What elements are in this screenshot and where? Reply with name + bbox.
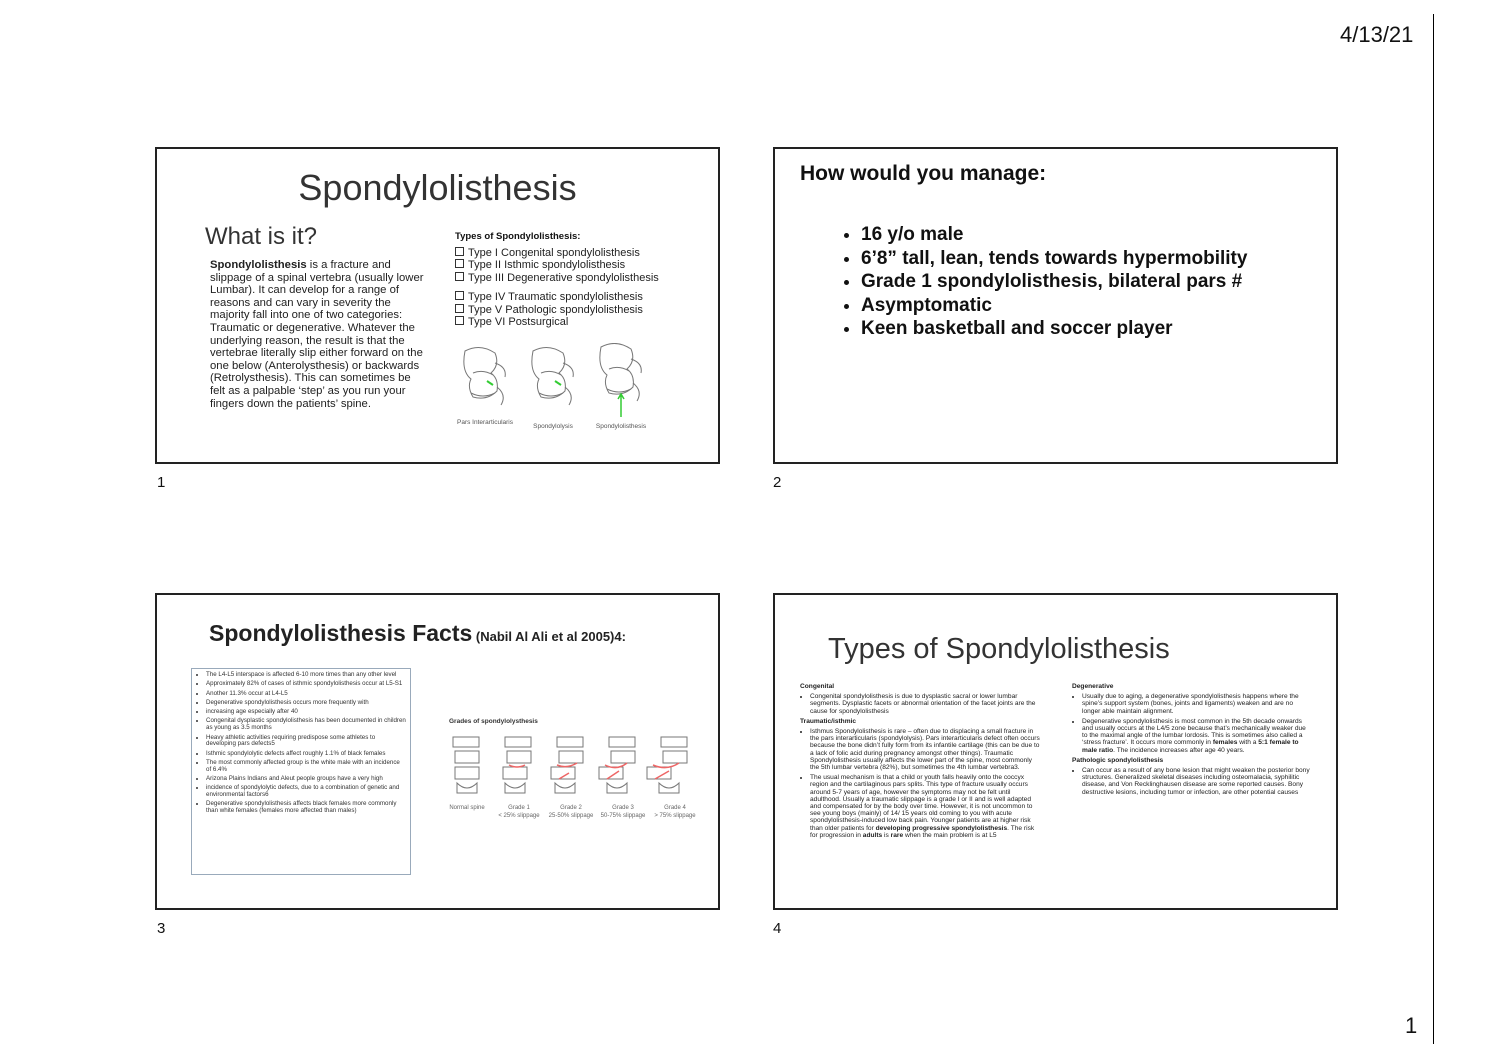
slide-number: 4 [773,920,782,937]
grade-label: Grade 2 [560,805,582,811]
slide-1 [155,147,720,464]
list-item: • The most commonly affected group is the white male with an incidence of 6.4% [206,760,406,774]
list-item: • Usually due to aging, a degenerative spondylolisthesis happens where the spine’s support system (bones, joints and ligaments) weaken and are no longer able maintain alignment. [1082,693,1310,715]
type-label: Type VI Postsurgical [468,316,569,329]
body-text: is a fracture and slippage of a spinal vertebra (usually lower Lumbar). It can develop for a range of reasons and can vary in severity the majority fall into one of two categories: Traumatic or degenerative. Whatever the underlying reason, the result is that the vertebrae literally slip either forward on the one below (Anterolysthesis) or backwards (Retrolysthesis). This can sometimes be felt as a palpable ‘step’ as you run your fingers down the patients’ spine. [210,259,424,410]
facts-box [191,668,411,875]
checkbox-icon [455,259,464,268]
list-item: • Another 11.3% occur at L4-L5 [206,691,406,698]
figure-label: Pars Interarticularis [457,419,513,426]
checkbox-icon [455,291,464,300]
spine-grades-icon [447,733,697,803]
slide-number: 2 [773,474,782,491]
grades-illustration [447,733,697,823]
list-item: • Approximately 82% of cases of isthmic spondylolisthesis occur at L5-S1 [206,681,406,688]
slide-2 [773,147,1338,464]
list-item: • Degenerative spondylolisthesis occurs more frequently with [206,700,406,707]
body-bold-term: Spondylolisthesis [210,259,307,271]
type-label: Type I Congenital spondylolisthesis [468,247,640,259]
slide-subtitle: What is it? [205,223,318,250]
list-item: • Can occur as a result of any bone lesion that might weaken the posterior bony structures. Generalized skeletal diseases including osteomalacia, syphilitic disease, and Von Recklinghausen disease are some reported causes. Bony destructive lesions, including tumor or infection, are other potential causes [1082,767,1310,796]
slide-title [209,620,626,647]
citation: (Nabil Al Ali et al 2005)4: [472,629,626,644]
list-item: • The L4-L5 interspace is affected 6-10 more times than any other level [206,672,406,679]
checkbox-icon [455,316,464,325]
grade-label: Grade 1 [508,805,530,811]
type-item [455,259,659,271]
types-list [455,247,659,328]
grade-slippage: 50-75% slippage [600,813,646,819]
slide-title: Spondylolisthesis [298,167,577,208]
section-heading: Degenerative [1072,683,1114,690]
type-item [455,304,659,316]
list-item: • Arizona Plains Indians and Aleut people groups have a very high [206,776,406,783]
grade-label: Normal spine [449,805,485,811]
slide-3 [155,593,720,910]
list-item: • 6’8” tall, lean, tends towards hypermobility [861,247,1247,271]
slide-body [210,259,425,410]
checkbox-icon [455,272,464,281]
list-item: • incidence of spondylolytic defects, due to a combination of genetic and environmental factors6 [206,785,406,799]
list-item: • Isthmus Spondylolisthesis is rare – often due to displacing a small fracture in the pars interarticularis (spondylolysis). Pars interarticularis defect often occurs because the bone didn’t fully form from its infantile cartilage (this can be due to a lack of folic acid during pregnancy amongst other things). Traumatic Spondylolisthesis usually affects the lower part of the spine, most commonly the 5th lumbar vertebra (82%), but sometimes the 4th lumbar vertebra3. [810,728,1040,771]
slide-4 [773,593,1338,910]
checkbox-icon [455,304,464,313]
slide-title: Types of Spondylolisthesis [828,633,1170,665]
slide-title: How would you manage: [800,162,1047,185]
slide-number: 1 [157,474,166,491]
type-label: Type II Isthmic spondylolisthesis [468,259,626,272]
spine-drawing-icon [455,343,665,419]
grades-heading: Grades of spondylolysthesis [449,718,538,725]
section-heading: Congenital [800,683,835,690]
list-item: • Isthmic spondylolytic defects affect roughly 1.1% of black females [206,751,406,758]
type-label: Type IV Traumatic spondylolisthesis [468,291,643,304]
list-item: • Degenerative spondylolisthesis is most common in the 5th decade onwards and usually occurs at the L4/5 zone because that’s mechanically weaker due to the maximal angle of the lumbar lordosis. This is sometimes also called a ‘stress fracture’. It occurs more commonly in females with a 5:1 female to male ratio. The incidence increases after age 40 years. [1082,718,1310,754]
list-item: • Keen basketball and soccer player [861,317,1247,341]
list-item: • Congenital spondylolisthesis is due to dysplastic sacral or lower lumbar segments. Dysplastic facets or abnormal orientation of the facet joints are the cause for spondylolisthesis [810,693,1040,715]
title-text: Spondylolisthesis Facts [209,620,473,646]
grade-slippage: 25-50% slippage [548,813,594,819]
page-date: 4/13/21 [1340,22,1414,47]
type-item [455,247,659,259]
grade-slippage: < 25% slippage [498,813,540,819]
left-column [800,683,1040,842]
margin-rule [1433,14,1434,1044]
checkbox-icon [455,247,464,256]
list-item: • The usual mechanism is that a child or youth falls heavily onto the coccyx region and the cartilaginous pars splits. This type of fracture usually occurs around 5-7 years of age, however the symptoms may not be felt until adulthood. Usually a traumatic slippage is a grade I or II and is well adapted and compensated for by the body over time. However, it is not uncommon to see young boys (mainly) of 14/ 15 years old coming to you with acute spondylolisthesis-induced low back pain. Younger patients are at higher risk than older patients for developing progressive spondylolisthesis. The risk for progression in adults is rare when the main problem is at L5 [810,774,1040,839]
figure-label: Spondylolisthesis [595,423,647,430]
list-item: • 16 y/o male [861,223,1247,247]
grade-label: Grade 4 [664,805,686,811]
type-item [455,291,659,303]
list-item: • Heavy athletic activities requiring predispose some athletes to developing pars defects5 [206,735,406,749]
list-item: • increasing age especially after 40 [206,709,406,716]
right-column [1072,683,1310,799]
type-label: Type V Pathologic spondylolisthesis [468,303,643,316]
figure-label: Spondylolysis [533,423,573,430]
spine-illustration [455,343,665,435]
grade-slippage: > 75% slippage [654,813,696,819]
section-heading: Traumatic/isthmic [800,717,857,725]
grade-label: Grade 3 [612,805,634,811]
type-label: Type III Degenerative spondylolisthesis [468,271,659,284]
case-bullets [835,223,1247,341]
list-item: • Grade 1 spondylolisthesis, bilateral pars # [861,270,1247,294]
list-item: • Asymptomatic [861,294,1247,318]
types-heading: Types of Spondylolisthesis: [455,231,581,242]
list-item: • Degenerative spondylolisthesis affects black females more commonly than white females (females more affected than males) [206,801,406,815]
facts-list [196,672,406,815]
section-heading: Pathologic spondylolisthesis [1072,756,1164,764]
type-item [455,272,659,284]
list-item: • Congenital dysplastic spondylolisthesis has been documented in children as young as 3.5 months [206,718,406,732]
slide-number: 3 [157,920,166,937]
type-item [455,316,659,328]
page-number: 1 [1405,1013,1418,1038]
